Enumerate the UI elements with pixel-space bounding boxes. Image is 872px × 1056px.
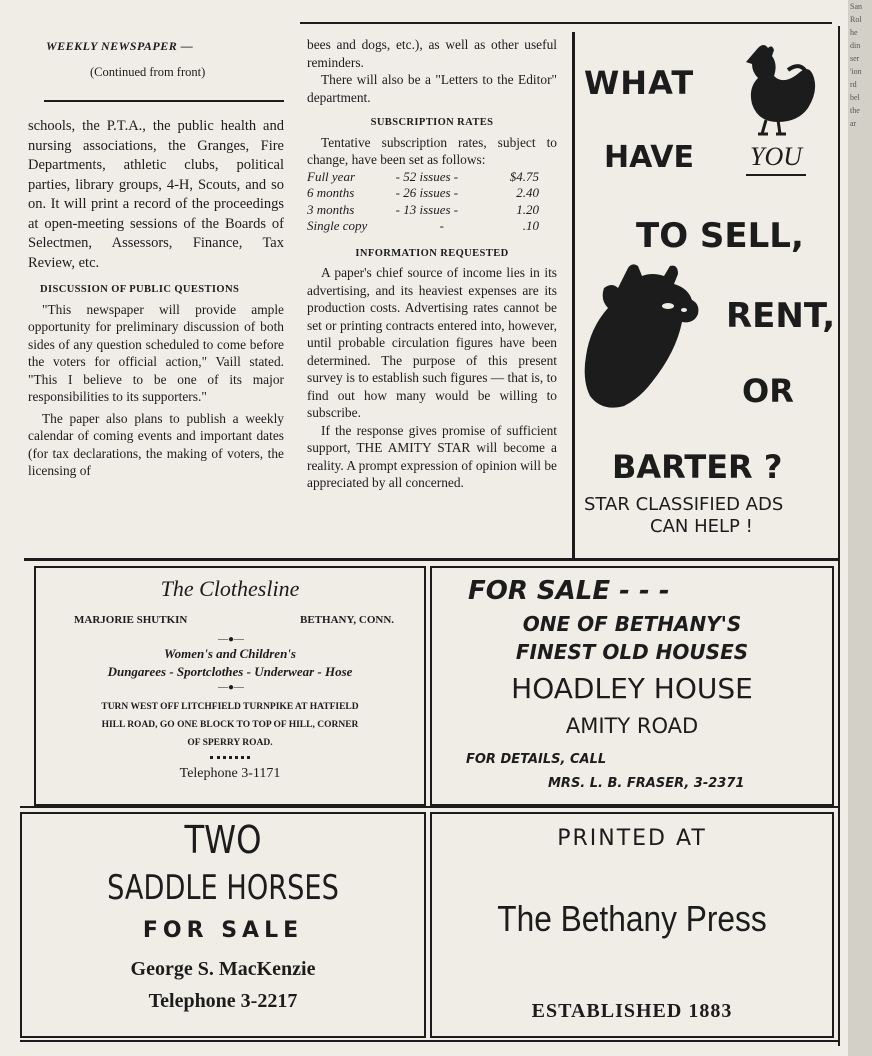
rate-term: Single copy (307, 218, 368, 233)
subscription-rates-table (307, 169, 557, 235)
store-name: The Clothesline (160, 576, 300, 601)
middle-column (307, 36, 557, 492)
promo-line: OR (742, 372, 794, 410)
promo-line: BARTER ? (612, 448, 783, 486)
article-paragraph: There will also be a "Letters to the Editor" department. (307, 72, 557, 105)
right-edge-rule (838, 26, 840, 1046)
promo-line-emphasis: YOU (746, 142, 806, 176)
rate-issues: - 26 issues - (395, 185, 459, 200)
rate-issues: - (439, 218, 444, 233)
promo-tagline: CAN HELP ! (650, 516, 753, 537)
ad-headline: FOR SALE - - - (468, 576, 670, 606)
ad-headline: ONE OF BETHANY'S (522, 612, 742, 636)
clothesline-ad (34, 566, 426, 806)
article-paragraph: "This newspaper will provide ample opportunity for preliminary discussion of both sides of any question scheduled to come before the voters for official action," Vaill stated. "This I believe to be one of its major responsibilities to its supporters." (28, 301, 284, 404)
edge-text: San (850, 2, 862, 11)
press-name: The Bethany Press (497, 898, 767, 939)
ad-headline: SADDLE HORSES (107, 868, 339, 908)
rate-price: .10 (522, 218, 539, 233)
owner-name: MARJORIE SHUTKIN (74, 614, 188, 626)
article-paragraph: schools, the P.T.A., the public health and nursing associations, the Granges, Fire Departments, athletic clubs, political parties, library groups, 4-H, Scouts, and so on. It will print a record of the proceedings at open-meeting sessions of the Boards of Selectmen, Assessors, Finance, Tax Review, etc. (28, 118, 284, 271)
section-rule (20, 806, 840, 808)
table-row (307, 185, 557, 202)
article-paragraph: A paper's chief source of income lies in its advertising, and its heaviest expenses are its production costs. Advertising rates cannot be set or printing contracts entered into, however, until probable circulation figures have been determined. The purpose of this present survey is to establish such figures — that is, to find out how many would be willing to subscribe. (307, 265, 557, 420)
top-rule (300, 22, 832, 24)
edge-text: 'ion (850, 67, 862, 76)
edge-text: ser (850, 54, 860, 63)
seller-name: George S. MacKenzie (130, 958, 316, 980)
column-divider (572, 32, 575, 558)
press-established: ESTABLISHED 1883 (531, 1000, 733, 1022)
rate-term: 6 months (307, 185, 355, 200)
directions-text: OF SPERRY ROAD. (187, 738, 273, 748)
house-location: AMITY ROAD (565, 714, 699, 738)
edge-text: rd (850, 80, 857, 89)
section-heading: INFORMATION REQUESTED (355, 247, 509, 259)
section-heading: SUBSCRIPTION RATES (370, 117, 494, 128)
table-row (307, 218, 557, 235)
rate-issues: - 13 issues - (395, 201, 459, 217)
article-paragraph: If the response gives promise of sufficient support, THE AMITY STAR will become a reality. A prompt expression of opinion will be appreciated by all concerned. (307, 422, 557, 490)
rate-price: 1.20 (516, 201, 539, 217)
bottom-rule (20, 1040, 840, 1042)
house-name: HOADLEY HOUSE (511, 672, 753, 705)
promo-line: HAVE (604, 140, 694, 175)
store-location: BETHANY, CONN. (300, 614, 395, 626)
continued-note: (Continued from front) (90, 64, 206, 79)
table-row (307, 202, 557, 219)
saddle-horses-ad (20, 812, 426, 1038)
directions-text: HILL ROAD, GO ONE BLOCK TO TOP OF HILL, CORNER (101, 720, 359, 730)
edge-text: Rol (850, 15, 862, 24)
article-paragraph: Tentative subscription rates, subject to change, have been set as follows: (307, 134, 557, 167)
promo-tagline: STAR CLASSIFIED ADS (584, 494, 784, 515)
classified-ads-promo (578, 34, 836, 554)
article-paragraph: bees and dogs, etc.), as well as other useful reminders. (307, 37, 557, 70)
ad-headline: TWO (184, 818, 262, 862)
edge-text: he (850, 28, 858, 37)
edge-text: din (850, 41, 861, 50)
rate-term: Full year (307, 168, 356, 184)
left-column (28, 38, 284, 480)
ornament-divider (210, 756, 250, 759)
ornament-divider: —●— (217, 634, 245, 645)
edge-text: bel (850, 93, 860, 102)
table-row (307, 169, 557, 186)
cow-head-icon (584, 260, 702, 420)
section-rule (24, 558, 840, 561)
contact-text: FOR DETAILS, CALL (466, 752, 607, 767)
store-phone: Telephone 3-1171 (179, 766, 281, 781)
promo-line: WHAT (584, 64, 695, 102)
adjacent-page-edge (848, 0, 872, 1056)
ornament-divider: —●— (217, 682, 245, 693)
ad-headline: PRINTED AT (557, 826, 707, 851)
bethany-press-ad (430, 812, 834, 1038)
rate-issues: - 52 issues - (395, 168, 459, 184)
contact-name: MRS. L. B. FRASER, 3-2371 (548, 776, 745, 791)
edge-text: the (850, 106, 860, 115)
seller-phone: Telephone 3-2217 (148, 990, 298, 1012)
column-heading: WEEKLY NEWSPAPER — (46, 39, 194, 53)
rooster-icon (728, 40, 818, 140)
promo-line: RENT, (726, 296, 836, 336)
store-description: Dungarees - Sportclothes - Underwear - Hose (107, 664, 353, 679)
directions-text: TURN WEST OFF LITCHFIELD TURNPIKE AT HATFIELD (101, 702, 359, 712)
rate-term: 3 months (307, 201, 355, 217)
ad-headline: FINEST OLD HOUSES (515, 640, 749, 664)
edge-text: ar (850, 119, 857, 128)
section-heading: DISCUSSION OF PUBLIC QUESTIONS (40, 284, 240, 295)
store-description: Women's and Children's (164, 646, 296, 661)
promo-line: TO SELL, (636, 216, 804, 256)
article-paragraph: The paper also plans to publish a weekly calendar of coming events and important dates (for tax declarations, the making of voters, the licensing of (28, 410, 284, 478)
house-for-sale-ad (430, 566, 834, 806)
rate-price: $4.75 (509, 168, 539, 184)
rate-price: 2.40 (516, 185, 539, 200)
ad-subhead: FOR SALE (142, 918, 304, 943)
